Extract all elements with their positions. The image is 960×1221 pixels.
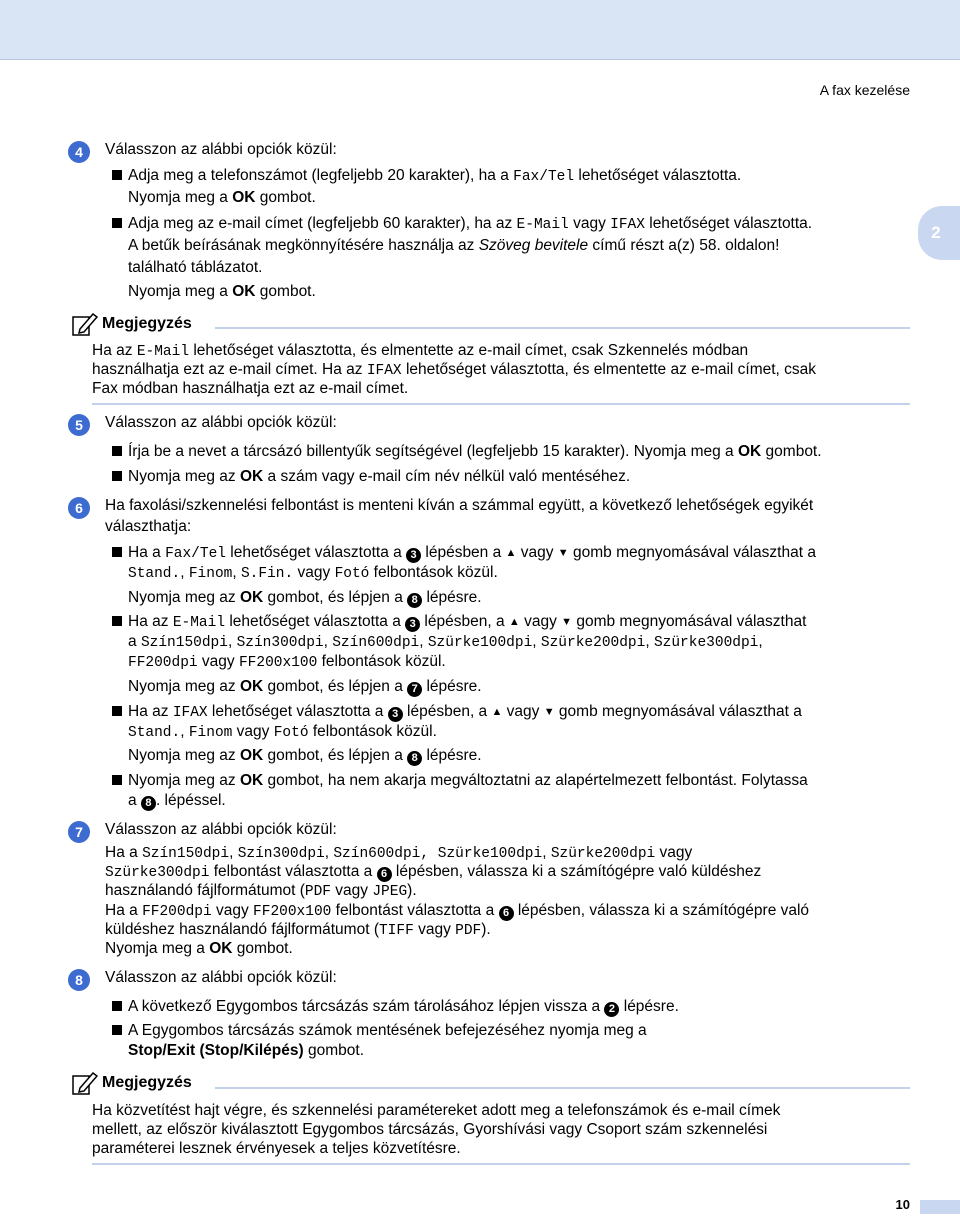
note-end-divider: [92, 403, 910, 405]
step-number: 8: [68, 969, 90, 991]
page-header-title: A fax kezelése: [819, 82, 910, 98]
note-header: [72, 1071, 192, 1095]
step4-option1-line2: Nyomja meg a OK gombot.: [128, 189, 316, 206]
bullet-icon: [112, 1001, 122, 1011]
step6-option4-line2: a 8 . lépéssel.: [128, 792, 226, 809]
note-divider: [215, 1087, 910, 1089]
step7-line4: Ha a FF200dpi vagy FF200x100 felbontást választotta a 6 lépésben, válassza ki a számítógépre való: [105, 902, 810, 920]
bullet-icon: [112, 616, 122, 626]
bullet-icon: [112, 471, 122, 481]
note2-line2: mellett, az először kiválasztott Egygombos tárcsázás, Gyorshívási vagy Csoport szám szkennelési: [92, 1121, 768, 1138]
step-ref-icon: 8: [407, 751, 422, 766]
bullet-icon: [112, 706, 122, 716]
page-number: 10: [895, 1197, 910, 1212]
step6-option3-line3: Nyomja meg az OK gombot, és lépjen a 8 lépésre.: [128, 747, 482, 764]
note-header: [72, 312, 192, 336]
step-ref-icon: 8: [407, 593, 422, 608]
step8-option1: A következő Egygombos tárcsázás szám tárolásához lépjen vissza a 2 lépésre.: [128, 998, 679, 1015]
note-pencil-icon: [72, 312, 98, 336]
step7-line2: Szürke300dpi felbontást választotta a 6 lépésben, válassza ki a számítógépre való küldéshez: [105, 863, 762, 881]
up-arrow-icon: ▲: [491, 706, 503, 718]
step-number: 6: [68, 497, 90, 519]
note1-line2: használhatja ezt az e-mail címet. Ha az IFAX lehetőséget választotta, és elmentette az e-mail címet, csak: [92, 361, 817, 379]
step6-option3-line1: Ha az IFAX lehetőséget választotta a 3 lépésben, a ▲ vagy ▼ gomb megnyomásával választhat a: [128, 703, 802, 721]
bullet-icon: [112, 547, 122, 557]
down-arrow-icon: ▼: [561, 616, 573, 628]
step5-option1: Írja be a nevet a tárcsázó billentyűk segítségével (legfeljebb 15 karakter). Nyomja meg a OK gombot.: [128, 443, 822, 460]
note2-line3: paraméterei lesznek érvényesek a teljes közvetítésre.: [92, 1140, 461, 1157]
step7-line6: Nyomja meg a OK gombot.: [105, 940, 293, 957]
note-end-divider: [92, 1163, 910, 1165]
step-5: [68, 414, 337, 436]
step8-option2-line1: A Egygombos tárcsázás számok mentésének befejezéséhez nyomja meg a: [128, 1022, 647, 1039]
bullet-icon: [112, 218, 122, 228]
step-ref-icon: 8: [141, 796, 156, 811]
step-number: 5: [68, 414, 90, 436]
step6-option1-line2: Stand., Finom, S.Fin. vagy Fotó felbontások közül.: [128, 564, 498, 582]
up-arrow-icon: ▲: [508, 616, 520, 628]
step6-option3-line2: Stand., Finom vagy Fotó felbontások közül.: [128, 723, 437, 741]
step-4: [68, 141, 337, 163]
step6-option2-line2: a Szín150dpi, Szín300dpi, Szín600dpi, Szürke100dpi, Szürke200dpi, Szürke300dpi,: [128, 633, 763, 651]
step-intro: Ha faxolási/szkennelési felbontást is menteni kíván a számmal együtt, a következő lehetőségek egyikét: [105, 497, 814, 514]
step-ref-icon: 6: [377, 867, 392, 882]
step6-option2-line4: Nyomja meg az OK gombot, és lépjen a 7 lépésre.: [128, 678, 482, 695]
note-pencil-icon: [72, 1071, 98, 1095]
step4-option1-line1: Adja meg a telefonszámot (legfeljebb 20 karakter), ha a Fax/Tel lehetőséget választotta.: [128, 167, 742, 185]
step4-option2-line1: Adja meg az e-mail címet (legfeljebb 60 karakter), ha az E-Mail vagy IFAX lehetőséget választotta.: [128, 215, 813, 233]
step-ref-icon: 7: [407, 682, 422, 697]
note-title: Megjegyzés: [102, 315, 192, 332]
step7-line1: Ha a Szín150dpi, Szín300dpi, Szín600dpi, Szürke100dpi, Szürke200dpi vagy: [105, 844, 693, 862]
bullet-icon: [112, 775, 122, 785]
bullet-icon: [112, 1025, 122, 1035]
step6-option1-line1: Ha a Fax/Tel lehetőséget választotta a 3 lépésben a ▲ vagy ▼ gomb megnyomásával választhat a: [128, 544, 816, 562]
step7-line5: küldéshez használandó fájlformátumot (TIFF vagy PDF).: [105, 921, 491, 939]
step-number: 4: [68, 141, 90, 163]
step5-option2: Nyomja meg az OK a szám vagy e-mail cím név nélkül való mentéséhez.: [128, 468, 631, 485]
top-band: [0, 0, 960, 60]
step-ref-icon: 2: [604, 1002, 619, 1017]
down-arrow-icon: ▼: [557, 547, 569, 559]
step-ref-icon: 3: [406, 548, 421, 563]
step-intro: Válasszon az alábbi opciók közül:: [105, 141, 337, 158]
bullet-icon: [112, 446, 122, 456]
step8-option2-line2: Stop/Exit (Stop/Kilépés) gombot.: [128, 1042, 364, 1059]
step-number: 7: [68, 821, 90, 843]
note-divider: [215, 327, 910, 329]
step6-option2-line3: FF200dpi vagy FF200x100 felbontások közül.: [128, 653, 446, 671]
note2-line1: Ha közvetítést hajt végre, és szkennelési paramétereket adott meg a telefonszámok és e-mail címek: [92, 1102, 781, 1119]
step-7: [68, 821, 337, 843]
step-6: [68, 497, 813, 519]
step6-option2-line1: Ha az E-Mail lehetőséget választotta a 3 lépésben, a ▲ vagy ▼ gomb megnyomásával választhat: [128, 613, 807, 631]
note1-line3: Fax módban használhatja ezt az e-mail címet.: [92, 380, 409, 397]
step-intro: Válasszon az alábbi opciók közül:: [105, 821, 337, 838]
step6-intro-line2: választhatja:: [105, 518, 192, 535]
note-title: Megjegyzés: [102, 1074, 192, 1091]
step6-option1-line3: Nyomja meg az OK gombot, és lépjen a 8 lépésre.: [128, 589, 482, 606]
step-ref-icon: 3: [405, 617, 420, 632]
step4-option2-line4: Nyomja meg a OK gombot.: [128, 283, 316, 300]
step4-option2-line3: található táblázatot.: [128, 259, 263, 276]
up-arrow-icon: ▲: [505, 547, 517, 559]
chapter-tab: 2: [918, 206, 960, 260]
step7-line3: használandó fájlformátumot (PDF vagy JPEG).: [105, 882, 417, 900]
step-intro: Válasszon az alábbi opciók közül:: [105, 969, 337, 986]
step-ref-icon: 3: [388, 707, 403, 722]
step-ref-icon: 6: [499, 906, 514, 921]
bullet-icon: [112, 170, 122, 180]
step6-option4-line1: Nyomja meg az OK gombot, ha nem akarja megváltoztatni az alapértelmezett felbontást. Folytassa: [128, 772, 808, 789]
page-tab: [920, 1200, 960, 1214]
step4-option2-line2: A betűk beírásának megkönnyítésére használja az Szöveg bevitele című részt a(z) 58. oldalon!: [128, 237, 780, 254]
step-intro: Válasszon az alábbi opciók közül:: [105, 414, 337, 431]
step-8: [68, 969, 337, 991]
down-arrow-icon: ▼: [543, 706, 555, 718]
note1-line1: Ha az E-Mail lehetőséget választotta, és elmentette az e-mail címet, csak Szkennelés módban: [92, 342, 749, 360]
